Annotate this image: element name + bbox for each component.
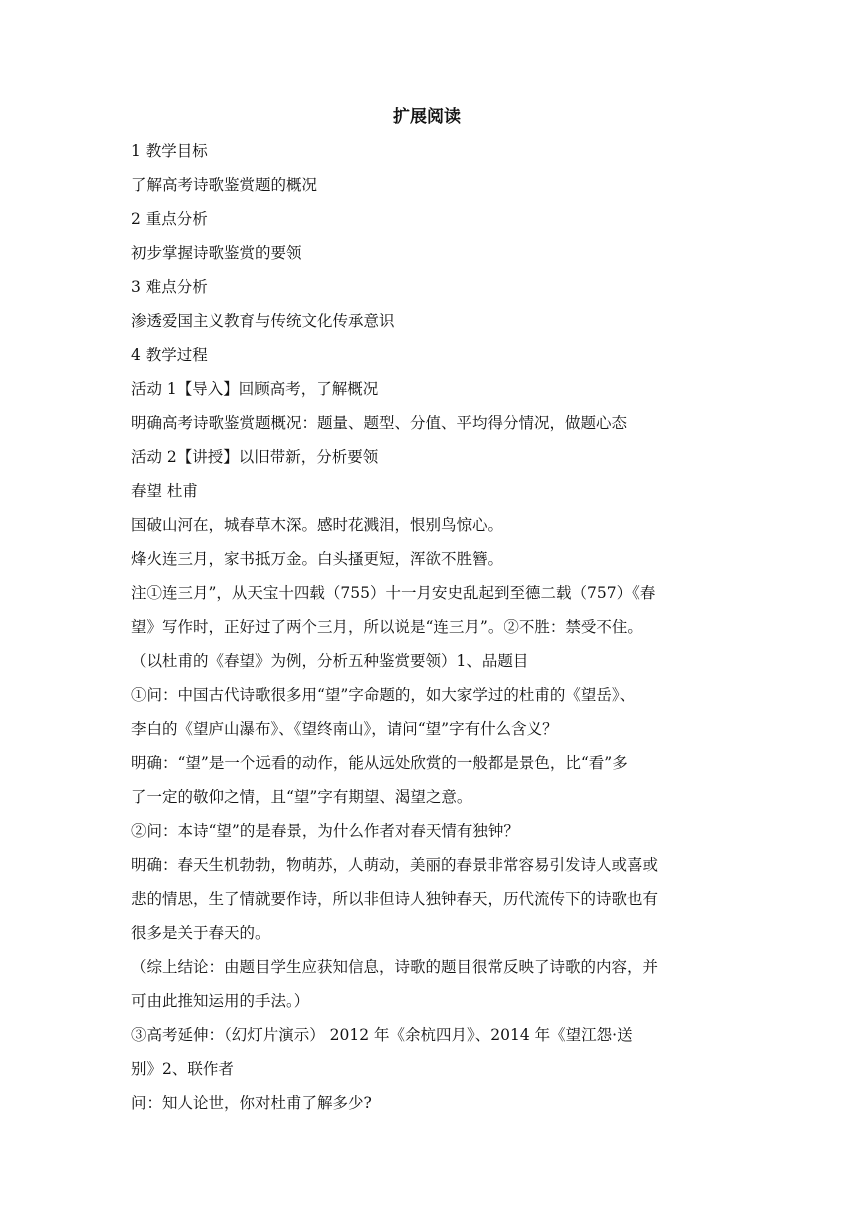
poem-line: 烽火连三月，家书抵万金。白头搔更短，浑欲不胜簪。 [131, 550, 504, 568]
answer-line: 悲的情思，生了情就要作诗，所以非但诗人独钟春天，历代流传下的诗歌也有 [131, 890, 659, 908]
answer-line: 明确：“望”是一个远看的动作，能从远处欣赏的一般都是景色，比“看”多 [131, 754, 628, 772]
text-line: 了解高考诗歌鉴赏题的概况 [131, 176, 318, 194]
document-title: 扩展阅读 [393, 107, 461, 127]
text-line: 渗透爱国主义教育与传统文化传承意识 [131, 312, 395, 330]
question-line: ①问：中国古代诗歌很多用“望”字命题的，如大家学过的杜甫的《望岳》、 [131, 686, 636, 704]
note-line: 注①连三月”，从天宝十四载（755）十一月安史乱起到至德二载（757）《春 [131, 584, 656, 602]
activity-1-line: 活动 1【导入】回顾高考，了解概况 [131, 380, 379, 398]
heading-key-points: 2 重点分析 [131, 210, 208, 228]
question-line: 问：知人论世，你对杜甫了解多少? [131, 1094, 372, 1112]
conclusion-line: 可由此推知运用的手法。） [131, 992, 310, 1010]
heading-teaching-process: 4 教学过程 [131, 346, 208, 364]
conclusion-line: （综上结论：由题目学生应获知信息，诗歌的题目很常反映了诗歌的内容，并 [131, 958, 659, 976]
poem-title-line: 春望 杜甫 [131, 482, 198, 500]
text-line: 初步掌握诗歌鉴赏的要领 [131, 244, 302, 262]
heading-teaching-goals: 1 教学目标 [131, 142, 208, 160]
note-line: 望》写作时，正好过了两个三月，所以说是“连三月”。②不胜：禁受不住。 [131, 618, 643, 636]
heading-difficult-points: 3 难点分析 [131, 278, 208, 296]
question-line: 李白的《望庐山瀑布》、《望终南山》，请问“望”字有什么含义？ [131, 720, 558, 738]
activity-2-line: 活动 2【讲授】以旧带新，分析要领 [131, 448, 379, 466]
answer-line: 了一定的敬仰之情，且“望”字有期望、渴望之意。 [131, 788, 473, 806]
answer-line: 明确：春天生机勃勃，物萌苏，人萌动，美丽的春景非常容易引发诗人或喜或 [131, 856, 659, 874]
text-line: （以杜甫的《春望》为例，分析五种鉴赏要领）1、品题目 [131, 652, 529, 670]
question-line: ②问：本诗“望”的是春景，为什么作者对春天情有独钟？ [131, 822, 519, 840]
extension-line: ③高考延伸：（幻灯片演示） 2012 年《余杭四月》、2014 年《望江怨·送 [131, 1026, 633, 1044]
answer-line: 很多是关于春天的。 [131, 924, 271, 942]
text-line: 明确高考诗歌鉴赏题概况：题量、题型、分值、平均得分情况，做题心态 [131, 414, 628, 432]
poem-line: 国破山河在，城春草木深。感时花溅泪，恨别鸟惊心。 [131, 516, 504, 534]
document-body [131, 100, 723, 1120]
extension-line: 别》2、联作者 [131, 1060, 234, 1078]
